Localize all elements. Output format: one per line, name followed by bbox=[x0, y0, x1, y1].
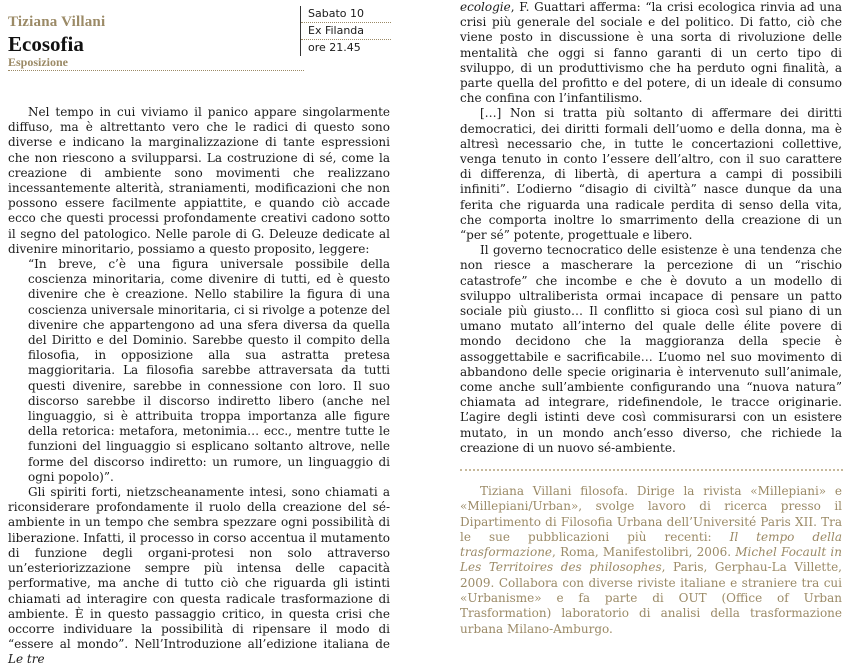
bio-text-2: , Roma, Manifestolibri, 2006. bbox=[552, 545, 736, 560]
paragraph-spiriti-forti-text: Gli spiriti forti, nietzscheanamente intesi, sono chiamati a riconsiderare profondamente il ruolo della creazione del sé-ambiente in un tempo che sembra spezzare ogni possibilità di liberazione. Infatti, il processo in corso accentua il mutamento di funzione degli organi-protesi non solo attraverso un’esteriorizzazione sempre più intensa delle capacità performative, ma anche di tutto ciò che riguarda gli istinti chiamati ad interagire con questa radicale trasformazione di ambiente. È in questo passaggio critico, in questa crisi che occorre individuare la possibilità di ripensare il modo di “essere al mondo”. Nell’Introduzione all’edizione italiana de bbox=[8, 485, 390, 652]
header-divider bbox=[8, 70, 304, 71]
deleuze-quote: “In breve, c’è una figura universale possibile della coscienza minoritaria, come divenire di tutti, ed è questo divenire che è creazione. Nello stabilire la figura di una coscienza universale minoritaria, ci si rivolge a potenze del divenire che appartengono ad una sfera diversa da quella del Diritto e del Dominio. Sarebbe questo il compito della filosofia, in opposizione alla sua astratta pretesa maggioritaria. La filosofia sarebbe attraversata da tutti questi divenire, sarebbe in connessione con loro. Il suo discorso sarebbe il discorso indiretto libero (anche nel linguaggio, si è attribuita troppa importanza alle figure della retorica: metafora, metonimia… ecc., mentre tutte le funzioni del linguaggio si esplicano soltanto altrove, nelle forme del discorso indiretto: un rumore, un linguaggio di ogni popolo)”. bbox=[28, 257, 390, 484]
event-date: Sabato 10 bbox=[301, 6, 391, 23]
author-bio bbox=[460, 484, 842, 637]
paragraph-guattari bbox=[460, 0, 842, 106]
event-time: ore 21.45 bbox=[308, 41, 361, 54]
book-title-continuation: ecologie bbox=[460, 0, 511, 14]
event-venue: Ex Filanda bbox=[301, 23, 391, 40]
paragraph-governo: Il governo tecnocratico delle esistenze è una tendenza che non riesce a mascherare la percezione di un “rischio catastrofe” che incombe e che è dovuto a un modello di sviluppo ultraliberista ormai incapace di pensare un patto sociale più giusto… Il conflitto si gioca così sul piano di un umano mutato all’interno del quale delle élite povere di mondo decidono che la maggioranza della specie è assoggettabile e sacrificabile… L’uomo nel suo movimento di abbandono delle specie originaria è intervenuto sull’animale, come anche sull’ambiente configurando una “nuova natura” chiamata ad integrare, ridefinendole, le tracce originarie. L’agire degli istinti deve così commisurarsi con un esistere mutato, in un mondo anch’esso diverso, che richiede la creazione di un nuovo sé-ambiente. bbox=[460, 243, 842, 455]
author-name: Tiziana Villani bbox=[8, 14, 106, 30]
event-info bbox=[300, 6, 391, 56]
book-title-fragment: Le tre bbox=[8, 652, 45, 667]
bio-book-1: Il tempo della trasformazione bbox=[460, 529, 842, 560]
article-category: Esposizione bbox=[8, 55, 69, 69]
bio-text-3: , Paris, Gerphau-La Villette, 2009. Collabora con diverse riviste italiane e straniere tra cui «Urbanisme» e fa parte di OUT (Office of Urban Trasformation) laboratorio di analisi della trasformazione urbana Milano-Amburgo. bbox=[460, 560, 842, 636]
paragraph-guattari-text: , F. Guattari afferma: “la crisi ecologica rinvia ad una crisi più generale del sociale e del politico. Di fatto, ciò che viene posto in discussione è una sorta di rivoluzione delle mentalità che oggi si fanno garanti di un certo tipo di sviluppo, di un produttivismo che ha perduto ogni finalità, a parte quella del profitto e del potere, di un ideale di consumo che confina con l’infantilismo. bbox=[460, 0, 842, 106]
paragraph-intro: Nel tempo in cui viviamo il panico appare singolarmente diffuso, ma è altrettanto vero che le radici di questo sono diverse e indicano la marginalizzazione di tante espressioni che non riescono a svilupparsi. La costruzione di sé, come la creazione di ambiente sono movimenti che realizzano incessantemente alterità, straniamenti, modificazioni che non possono essere facilmente appiattite, e quando ciò accade ecco che questi processi profondamente creativi cadono sotto il segno del patologico. Nelle parole di G. Deleuze dedicate al divenire minoritario, possiamo a questo proposito, leggere: bbox=[8, 105, 390, 256]
article-title: Ecosofia bbox=[8, 32, 84, 56]
right-column bbox=[460, 0, 842, 456]
bio-book-2: Michel Focault in Les Territoires des philosophes bbox=[460, 545, 842, 575]
bio-divider bbox=[460, 469, 843, 471]
paragraph-diritti: […] Non si tratta più soltanto di affermare dei diritti democratici, dei diritti formali dell’uomo e della donna, ma è altresì necessario che, in tutte le concertazioni collettive, venga tenuto in conto l’essere dell’altro, con il suo carattere di differenza, di libertà, di apertura a campi di possibili infiniti”. L’odierno “disagio di civiltà” nasce dunque da una ferita che riguarda una radicale perdita di senso della vita, che comporta inoltre lo smarrimento della creazione di un “per sé” potente, progettuale e libero. bbox=[460, 106, 842, 243]
left-column bbox=[8, 105, 390, 668]
paragraph-spiriti-forti bbox=[8, 485, 390, 667]
bio-text-1: Tiziana Villani filosofa. Dirige la rivista «Millepiani» e «Millepiani/Urban», svolge lavoro di ricerca presso il Dipartimento di Filosofia Urbana dell’Université Paris XII. Tra le sue pubblicazioni più recenti: bbox=[460, 484, 842, 544]
